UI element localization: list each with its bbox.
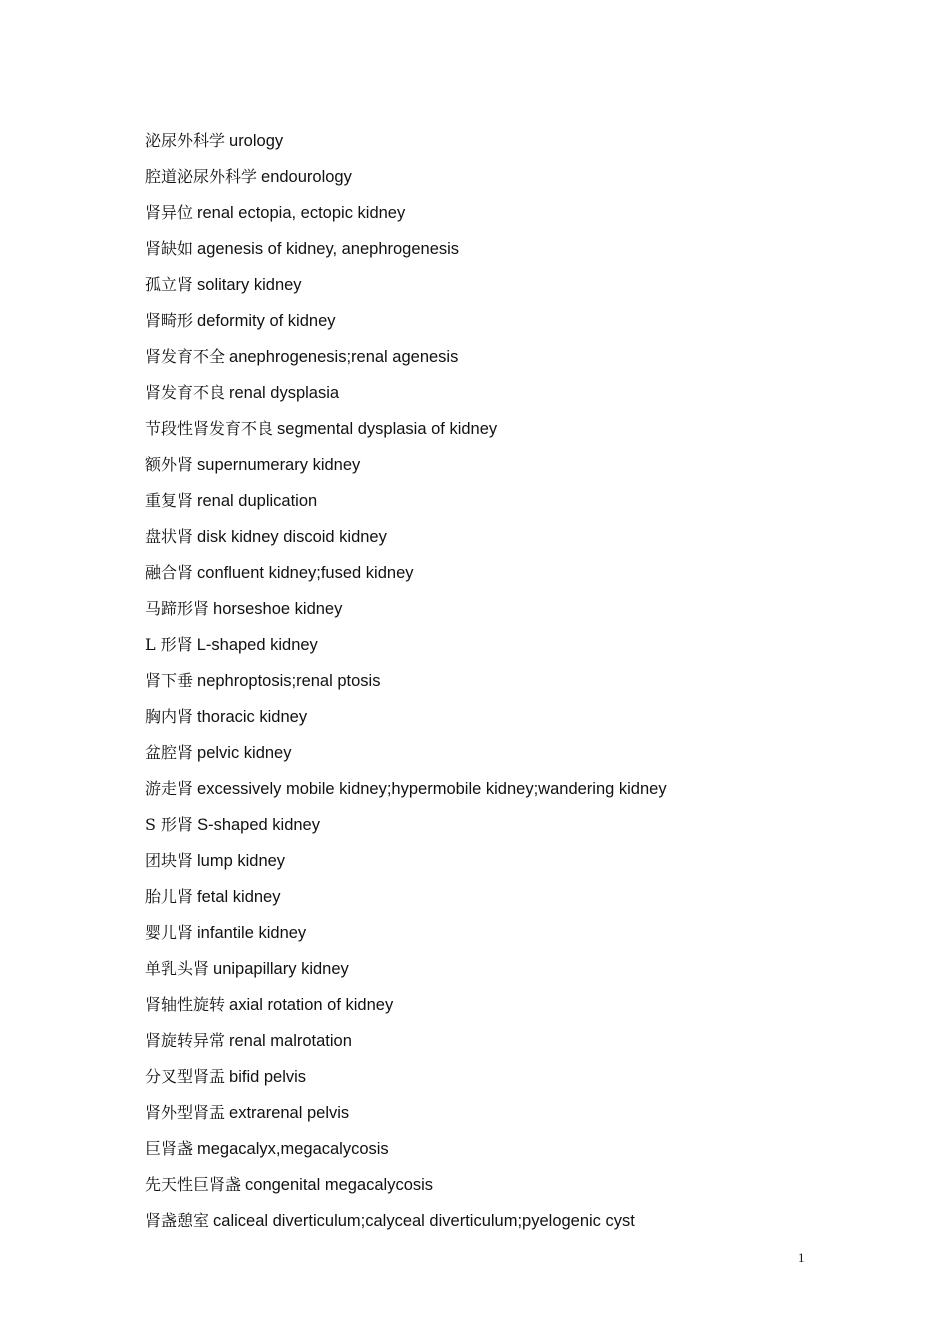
english-term: renal duplication <box>197 492 318 510</box>
chinese-term: 团块肾 <box>145 851 194 870</box>
glossary-entry <box>145 1029 865 1065</box>
glossary-entry <box>145 1065 865 1101</box>
glossary-entry <box>145 1209 865 1245</box>
english-term: endourology <box>261 168 352 186</box>
english-term: urology <box>229 132 284 150</box>
chinese-term: 融合肾 <box>145 563 194 582</box>
english-term: fetal kidney <box>197 888 281 906</box>
chinese-term: S 形肾 <box>145 815 194 834</box>
chinese-term: 胸内肾 <box>145 707 194 726</box>
english-term: L-shaped kidney <box>196 636 318 654</box>
glossary-entry <box>145 165 865 201</box>
chinese-term: 巨肾盏 <box>145 1139 194 1158</box>
chinese-term: 肾发育不良 <box>145 383 226 402</box>
chinese-term: 游走肾 <box>145 779 194 798</box>
english-term: renal dysplasia <box>229 384 340 402</box>
chinese-term: 婴儿肾 <box>145 923 194 942</box>
chinese-term: 肾发育不全 <box>145 347 226 366</box>
chinese-term: 马蹄形肾 <box>145 599 210 618</box>
english-term: pelvic kidney <box>197 744 292 762</box>
glossary-entry <box>145 417 865 453</box>
glossary-entry <box>145 453 865 489</box>
english-term: infantile kidney <box>197 924 307 942</box>
english-term: renal malrotation <box>229 1032 352 1050</box>
glossary-entry <box>145 1137 865 1173</box>
glossary-entry <box>145 489 865 525</box>
chinese-term: 肾旋转异常 <box>145 1031 226 1050</box>
english-term: extrarenal pelvis <box>229 1104 350 1122</box>
chinese-term: 重复肾 <box>145 491 194 510</box>
english-term: anephrogenesis;renal agenesis <box>229 348 459 366</box>
chinese-term: 孤立肾 <box>145 275 194 294</box>
chinese-term: 先天性巨肾盏 <box>145 1175 242 1194</box>
chinese-term: 肾下垂 <box>145 671 194 690</box>
chinese-term: 泌尿外科学 <box>145 131 226 150</box>
english-term: caliceal diverticulum;calyceal diverticulum;pyelogenic cyst <box>213 1212 635 1230</box>
english-term: confluent kidney;fused kidney <box>197 564 414 582</box>
chinese-term: 盆腔肾 <box>145 743 194 762</box>
chinese-term: 盘状肾 <box>145 527 194 546</box>
english-term: supernumerary kidney <box>197 456 361 474</box>
english-term: unipapillary kidney <box>213 960 349 978</box>
chinese-term: 肾外型肾盂 <box>145 1103 226 1122</box>
english-term: axial rotation of kidney <box>229 996 394 1014</box>
glossary-entry <box>145 1101 865 1137</box>
glossary-entry <box>145 273 865 309</box>
glossary-entry <box>145 129 865 165</box>
chinese-term: 分叉型肾盂 <box>145 1067 226 1086</box>
chinese-term: 肾缺如 <box>145 239 194 258</box>
glossary-entry <box>145 525 865 561</box>
chinese-term: L 形肾 <box>145 635 193 654</box>
english-term: congenital megacalycosis <box>245 1176 434 1194</box>
english-term: lump kidney <box>197 852 286 870</box>
english-term: excessively mobile kidney;hypermobile kidney;wandering kidney <box>197 780 667 798</box>
english-term: deformity of kidney <box>197 312 336 330</box>
glossary-entry <box>145 561 865 597</box>
page-number: 1 <box>798 1250 805 1265</box>
glossary-entry <box>145 885 865 921</box>
english-term: agenesis of kidney, anephrogenesis <box>197 240 460 258</box>
chinese-term: 腔道泌尿外科学 <box>145 167 258 186</box>
english-term: bifid pelvis <box>229 1068 307 1086</box>
glossary-entry <box>145 849 865 885</box>
english-term: S-shaped kidney <box>197 816 320 834</box>
chinese-term: 额外肾 <box>145 455 194 474</box>
glossary-entry <box>145 921 865 957</box>
glossary-entry <box>145 1173 865 1209</box>
glossary-list <box>145 129 865 1245</box>
glossary-entry <box>145 597 865 633</box>
english-term: solitary kidney <box>197 276 302 294</box>
glossary-entry <box>145 633 865 669</box>
chinese-term: 单乳头肾 <box>145 959 210 978</box>
english-term: segmental dysplasia of kidney <box>277 420 498 438</box>
english-term: renal ectopia, ectopic kidney <box>197 204 406 222</box>
chinese-term: 肾盏憩室 <box>145 1211 210 1230</box>
english-term: disk kidney discoid kidney <box>197 528 387 546</box>
chinese-term: 肾轴性旋转 <box>145 995 226 1014</box>
glossary-entry <box>145 993 865 1029</box>
glossary-entry <box>145 669 865 705</box>
glossary-entry <box>145 777 865 813</box>
chinese-term: 肾异位 <box>145 203 194 222</box>
english-term: nephroptosis;renal ptosis <box>197 672 381 690</box>
glossary-entry <box>145 813 865 849</box>
glossary-entry <box>145 957 865 993</box>
chinese-term: 肾畸形 <box>145 311 194 330</box>
glossary-entry <box>145 201 865 237</box>
glossary-entry <box>145 309 865 345</box>
chinese-term: 节段性肾发育不良 <box>145 419 274 438</box>
glossary-entry <box>145 345 865 381</box>
glossary-entry <box>145 237 865 273</box>
chinese-term: 胎儿肾 <box>145 887 194 906</box>
english-term: megacalyx,megacalycosis <box>197 1140 389 1158</box>
glossary-entry <box>145 705 865 741</box>
glossary-entry <box>145 381 865 417</box>
english-term: horseshoe kidney <box>213 600 343 618</box>
english-term: thoracic kidney <box>197 708 308 726</box>
glossary-entry <box>145 741 865 777</box>
